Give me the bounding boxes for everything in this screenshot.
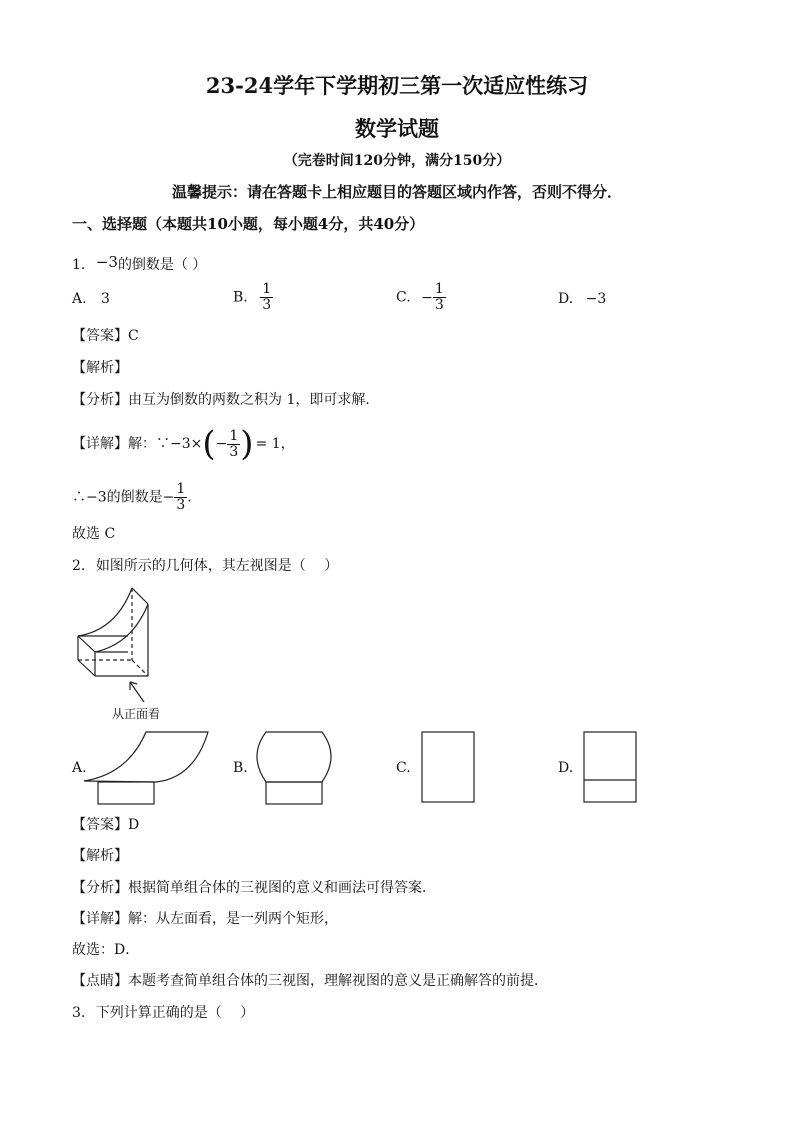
question-text: 下列计算正确的是（ ） xyxy=(95,1005,255,1021)
q1-analysis-tag: 【解析】 xyxy=(72,360,128,376)
answer-tag: 【答案】 xyxy=(72,328,128,344)
question-text: 如图所示的几何体，其左视图是（ ） xyxy=(95,558,339,574)
option-c-figure xyxy=(420,730,478,806)
section-heading: 一、选择题（本题共10小题，每小题4分，共40分） xyxy=(72,215,425,233)
answer-tag: 【答案】 xyxy=(72,817,128,833)
option-label: B. xyxy=(233,289,248,306)
fraction xyxy=(174,482,187,513)
q2-option-a-label: A. xyxy=(72,760,87,776)
option-value: −3 xyxy=(585,291,607,307)
xiangjie-text: 解：从左面看，是一列两个矩形， xyxy=(128,911,338,927)
fraction xyxy=(260,282,273,313)
xiangjie-tag: 【详解】 xyxy=(72,436,128,452)
q1-option-d xyxy=(558,291,606,307)
option-a-figure xyxy=(82,726,212,808)
fenxi-text: 由互为倒数的两数之积为 1，即可求解． xyxy=(128,392,380,408)
option-label: A. xyxy=(72,291,87,307)
numerator: 1 xyxy=(262,281,272,297)
q2-analysis-tag: 【解析】 xyxy=(72,848,128,864)
denominator: 3 xyxy=(176,497,186,513)
option-label: D. xyxy=(558,291,574,307)
q1-xiangjie xyxy=(72,424,295,464)
dianjing-text: 本题考查简单组合体的三视图，理解视图的意义是正确解答的前提． xyxy=(128,973,548,989)
denominator: 3 xyxy=(262,297,272,313)
conclusion-end: . xyxy=(187,489,192,506)
fenxi-text: 根据简单组合体的三视图的意义和画法可得答案． xyxy=(128,880,436,896)
question-1 xyxy=(72,252,206,275)
fenxi-tag: 【分析】 xyxy=(72,880,128,896)
q2-xiangjie xyxy=(72,909,338,929)
fraction xyxy=(227,429,240,460)
denominator: 3 xyxy=(229,443,239,460)
math-expr: −3 xyxy=(95,253,118,271)
denominator: 3 xyxy=(434,297,444,313)
numerator: 1 xyxy=(229,427,239,444)
answer-value: C xyxy=(128,328,139,344)
fenxi-tag: 【分析】 xyxy=(72,392,128,408)
option-value: 3 xyxy=(101,291,110,307)
question-2 xyxy=(72,556,338,576)
q1-option-a xyxy=(72,291,110,307)
question-number: 1. xyxy=(72,257,86,273)
q2-option-c-label: C. xyxy=(396,760,411,776)
numerator: 1 xyxy=(434,281,444,297)
q1-answer xyxy=(72,326,139,346)
question-number: 3. xyxy=(72,1005,86,1021)
option-d-figure xyxy=(582,730,640,806)
q2-answer xyxy=(72,815,139,835)
numerator: 1 xyxy=(176,481,186,497)
left-paren-icon: ( xyxy=(202,424,216,464)
q2-option-b-label: B. xyxy=(233,760,248,776)
exam-title: 23-24学年下学期初三第一次适应性练习 xyxy=(205,73,589,98)
question-text: 的倒数是（ ） xyxy=(117,257,207,273)
minus-sign: − xyxy=(421,289,433,306)
option-b-figure xyxy=(254,726,334,808)
option-label: C. xyxy=(396,289,411,306)
q1-fenxi xyxy=(72,390,379,410)
time-note: （完卷时间120分钟，满分150分） xyxy=(283,153,511,169)
figure-caption: 从正面看 xyxy=(112,707,161,721)
answer-value: D xyxy=(128,817,140,833)
q1-option-c xyxy=(396,282,446,313)
solid-figure xyxy=(70,584,180,724)
q1-choice: 故选 C xyxy=(72,526,116,542)
xiangjie-result: = 1， xyxy=(255,436,295,452)
fraction xyxy=(433,282,446,313)
answer-tip: 温馨提示：请在答题卡上相应题目的答题区域内作答，否则不得分． xyxy=(171,183,622,201)
q2-option-d-label: D. xyxy=(558,760,574,776)
q2-dianjing xyxy=(72,971,548,991)
q2-fenxi xyxy=(72,878,436,898)
question-3 xyxy=(72,1003,254,1023)
dianjing-tag: 【点睛】 xyxy=(72,973,128,989)
q1-option-b xyxy=(233,282,273,313)
minus-sign: − xyxy=(215,436,228,452)
q1-conclusion xyxy=(72,482,192,513)
q2-choice: 故选：D． xyxy=(72,942,140,958)
xiangjie-expr: 解：∵−3× xyxy=(128,436,203,452)
conclusion-text: ∴−3的倒数是− xyxy=(72,489,175,506)
question-number: 2. xyxy=(72,558,86,574)
right-paren-icon: ) xyxy=(240,424,254,464)
exam-subject: 数学试题 xyxy=(355,116,439,141)
xiangjie-tag: 【详解】 xyxy=(72,911,128,927)
